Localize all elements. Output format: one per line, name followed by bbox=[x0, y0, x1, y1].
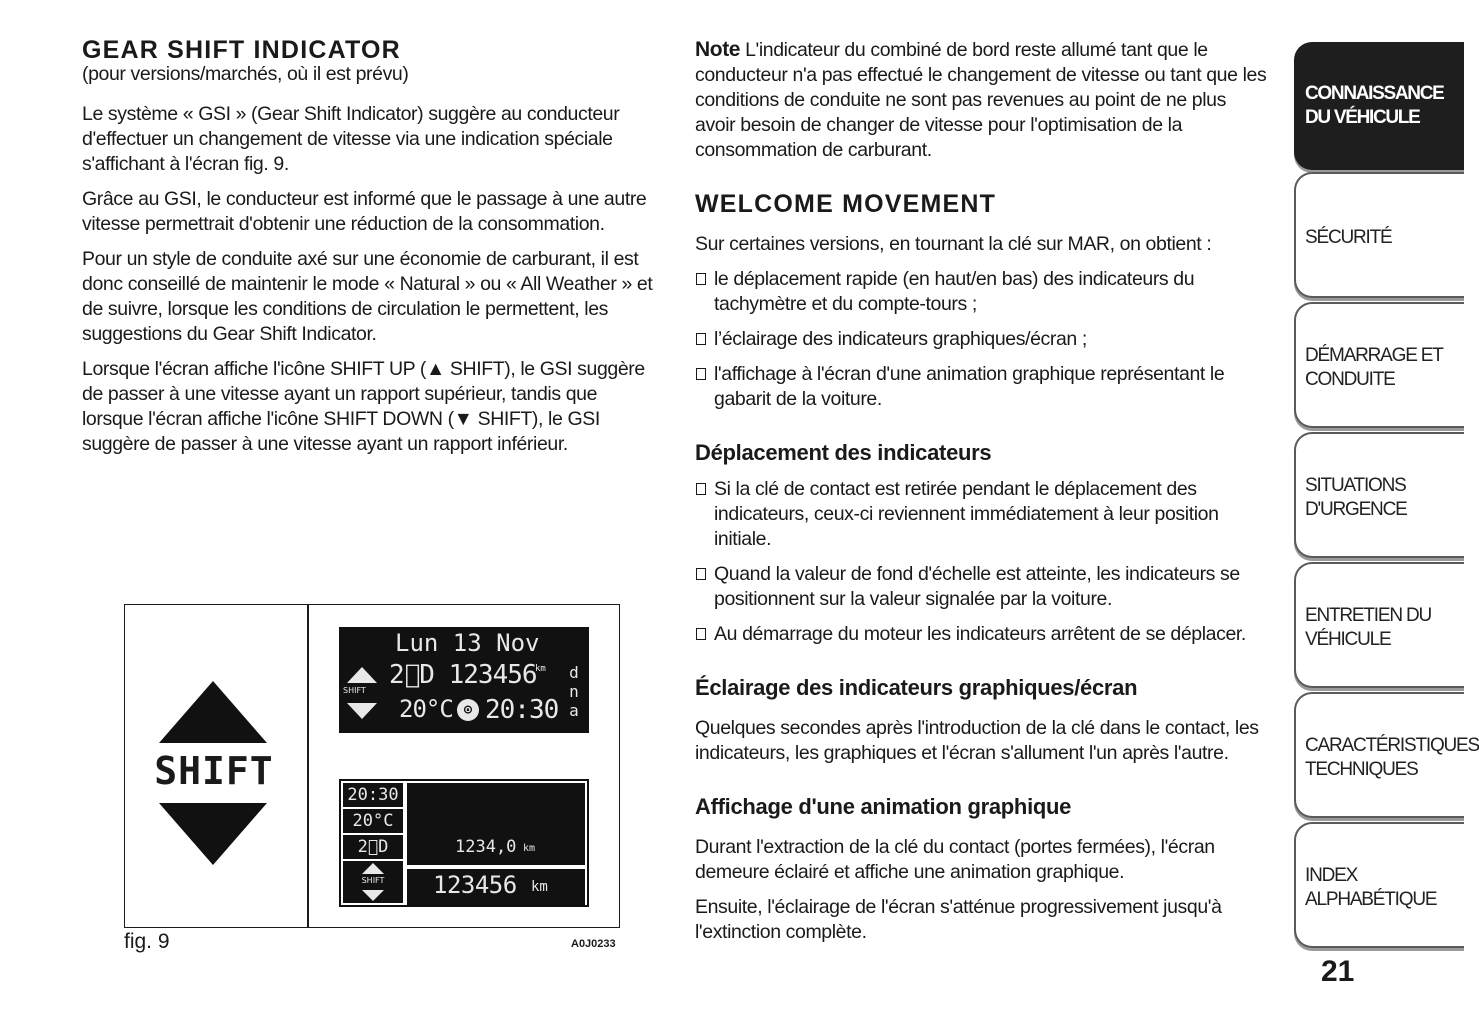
tab-situations-durgence[interactable]: SITUATIONS D'URGENCE bbox=[1294, 432, 1464, 558]
tab-demarrage-et-conduite[interactable]: DÉMARRAGE ET CONDUITE bbox=[1294, 302, 1464, 428]
lcd-odometer-unit: km bbox=[535, 664, 546, 674]
lcd2-trip-unit: km bbox=[523, 843, 536, 854]
lcd-shift-small: SHIFT bbox=[343, 686, 366, 695]
gsi-paragraph-2: Grâce au GSI, le conducteur est informé que le passage à une autre vitesse permettrait d'obtenir une réduction de la consommation. bbox=[82, 188, 647, 235]
lcd2-temperature: 20°C bbox=[343, 809, 403, 833]
figure-caption: fig. 9 bbox=[124, 930, 170, 953]
shift-label: SHIFT bbox=[154, 749, 274, 793]
lcd-dna-selector bbox=[565, 663, 583, 720]
tab-connaissance-du-vehicule[interactable]: CONNAISSANCE DU VÉHICULE bbox=[1294, 42, 1464, 170]
welcome-bullet-2: l’éclairage des indicateurs graphiques/écran ; bbox=[695, 327, 1274, 352]
lcd-display-bottom bbox=[339, 779, 589, 907]
deplacement-title: Déplacement des indicateurs bbox=[695, 440, 992, 465]
lcd-temperature: 20°C bbox=[399, 695, 453, 723]
eclairage-text: Quelques secondes après l'introduction de la clé dans le contact, les indicateurs, les graphiques et l'écran s'allument l'un après l'autre. bbox=[695, 717, 1259, 764]
lcd2-gear: 2⃝D bbox=[343, 835, 403, 859]
dna-n: n bbox=[569, 682, 579, 701]
tab-securite[interactable]: SÉCURITÉ bbox=[1294, 172, 1464, 298]
welcome-bullet-1: le déplacement rapide (en haut/en bas) des indicateurs du tachymètre et du compte-tours ; bbox=[695, 267, 1234, 317]
welcome-bullet-3: l'affichage à l'écran d'une animation graphique représentant le gabarit de la voiture. bbox=[695, 362, 1274, 412]
animation-paragraph-2: Ensuite, l'éclairage de l'écran s'atténue progressivement jusqu'à l'extinction complète. bbox=[695, 896, 1222, 943]
lcd-time: 20:30 bbox=[485, 695, 559, 725]
lcd2-odometer-unit: km bbox=[531, 879, 548, 895]
deplacement-bullet-2: Quand la valeur de fond d'échelle est atteinte, les indicateurs se positionnent sur la valeur signalée par la voiture. bbox=[695, 562, 1274, 612]
gsi-title: GEAR SHIFT INDICATOR bbox=[82, 36, 401, 64]
deplacement-bullet-3: Au démarrage du moteur les indicateurs arrêtent de se déplacer. bbox=[695, 622, 1289, 647]
welcome-title: WELCOME MOVEMENT bbox=[695, 190, 997, 218]
tab-caracteristiques-techniques[interactable]: CARACTÉRISTIQUES TECHNIQUES bbox=[1294, 692, 1464, 818]
gsi-paragraph-3: Pour un style de conduite axé sur une économie de carburant, il est donc conseillé de maintenir le mode « Natural » ou « All Weather » et de suivre, lorsque les conditions de circulation le permettent, les suggestions du Gear Shift Indicator. bbox=[82, 248, 653, 345]
bullet-box-icon bbox=[696, 628, 706, 640]
animation-title: Affichage d'une animation graphique bbox=[695, 794, 1072, 819]
lcd-date: Lun 13 Nov bbox=[395, 629, 540, 657]
gsi-subtitle: (pour versions/marchés, où il est prévu) bbox=[82, 63, 409, 85]
page-number: 21 bbox=[1321, 955, 1355, 988]
figure-code: A0J0233 bbox=[571, 938, 616, 950]
gsi-paragraph-1: Le système « GSI » (Gear Shift Indicator) suggère au conducteur d'effectuer un changement de vitesse via une indication spéciale s'affichant à l'écran fig. 9. bbox=[82, 103, 620, 175]
note-text: L'indicateur du combiné de bord reste allumé tant que le conducteur n'a pas effectué le changement de vitesse ou tant que les conditions de conduite ne sont pas revenues au point de ne plus avoir besoin de changer de vitesse pour l'optimisation de la consommation de carburant. bbox=[695, 39, 1267, 161]
lcd-odometer: 2⃝D 123456 bbox=[389, 660, 537, 690]
lcd-display-top bbox=[339, 627, 589, 733]
gsi-paragraph-4: Lorsque l'écran affiche l'icône SHIFT UP (▲ SHIFT), le GSI suggère de passer à une vitesse ayant un rapport supérieur, tandis que lorsque l'écran affiche l'icône SHIFT DOWN (▼ SHIFT), le GSI suggère de passer à une vitesse ayant un rapport inférieur. bbox=[82, 358, 645, 455]
figure-divider bbox=[307, 605, 309, 927]
tab-entretien-du-vehicule[interactable]: ENTRETIEN DU VÉHICULE bbox=[1294, 562, 1464, 688]
figure-9 bbox=[124, 604, 620, 928]
lcd2-time: 20:30 bbox=[343, 783, 403, 807]
lcd2-trip: 1234,0 bbox=[455, 837, 517, 857]
bullet-box-icon bbox=[696, 568, 706, 580]
bullet-box-icon bbox=[696, 483, 706, 495]
dna-a: a bbox=[569, 701, 579, 720]
animation-paragraph-1: Durant l'extraction de la clé du contact (portes fermées), l'écran demeure éclairé et affiche une animation graphique. bbox=[695, 836, 1215, 883]
bullet-box-icon bbox=[696, 273, 706, 285]
dna-d: d bbox=[569, 663, 579, 682]
note-paragraph bbox=[695, 37, 1267, 163]
welcome-intro: Sur certaines versions, en tournant la clé sur MAR, on obtient : bbox=[695, 233, 1212, 255]
bullet-box-icon bbox=[696, 368, 706, 380]
bullet-box-icon bbox=[696, 333, 706, 345]
lcd2-odometer: 123456 bbox=[433, 871, 517, 899]
note-label: Note bbox=[695, 38, 741, 61]
lcd2-shift-small: SHIFT bbox=[361, 876, 385, 885]
eclairage-title: Éclairage des indicateurs graphiques/écran bbox=[695, 675, 1138, 700]
lcd2-shift-box bbox=[343, 861, 403, 903]
tab-index-alphabetique[interactable]: INDEX ALPHABÉTIQUE bbox=[1294, 822, 1464, 948]
deplacement-bullet-1: Si la clé de contact est retirée pendant le déplacement des indicateurs, ceux-ci reviennent immédiatement à leur position initiale. bbox=[695, 477, 1244, 552]
clock-icon: ⊙ bbox=[457, 699, 479, 721]
